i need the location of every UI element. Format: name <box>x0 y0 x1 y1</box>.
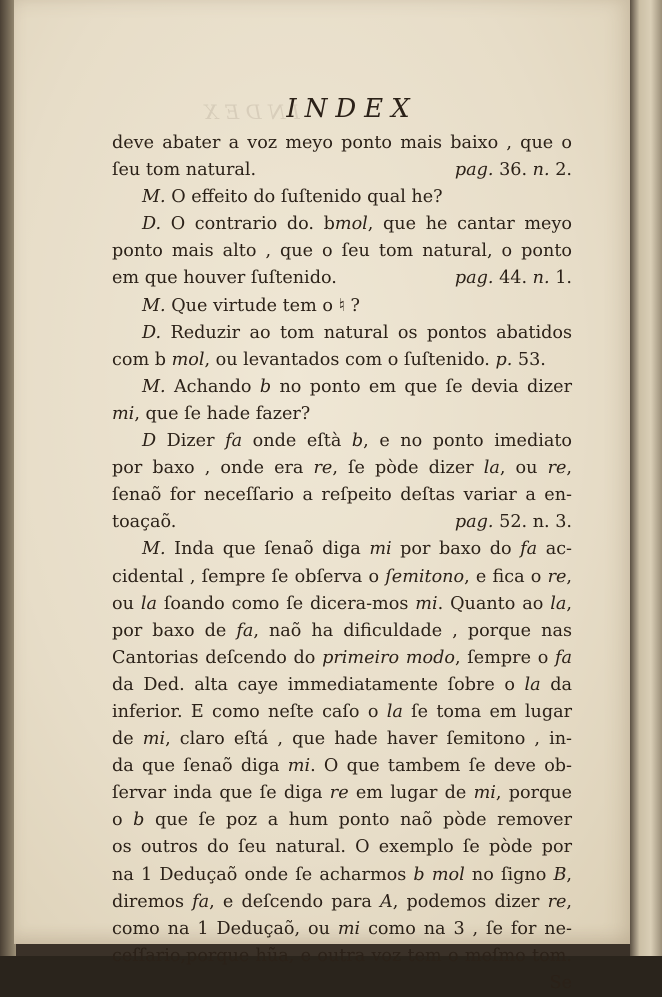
text-run: 44. <box>493 268 533 289</box>
text-run: , <box>566 566 572 587</box>
italic-text: mi <box>142 729 166 750</box>
italic-text: fa <box>236 620 254 641</box>
italic-text: b mol <box>413 864 465 885</box>
text-run: ſenaõ for neceſſario a reſpeito deſtas variar a en- <box>112 485 572 506</box>
text-line <box>112 374 572 401</box>
italic-text: b <box>259 376 272 397</box>
running-heading: INDEX <box>286 94 418 124</box>
italic-text: D. <box>142 322 162 343</box>
text-run: em lugar de <box>348 783 474 804</box>
italic-text: mi <box>337 918 361 939</box>
text-run: . O que tambem ſe deve ob- <box>310 756 572 777</box>
italic-text: la <box>386 701 403 722</box>
text-run: , ou <box>499 458 548 479</box>
italic-text: M. <box>142 187 166 208</box>
text-run: ſe toma em lugar <box>402 701 573 722</box>
text-run: , ou levantados com o ſuſtenido. <box>204 349 496 370</box>
italic-text: re <box>329 783 349 804</box>
italic-text: re <box>547 458 567 479</box>
italic-text: fa <box>225 431 243 452</box>
text-run: 53. <box>512 349 546 370</box>
line-text <box>112 509 176 536</box>
text-run: , e fica o <box>464 566 548 587</box>
line-text <box>112 157 256 184</box>
text-run: no ponto em que ſe devia dizer <box>271 376 572 397</box>
page-reference <box>455 157 572 184</box>
italic-text: primeiro modo <box>322 647 455 668</box>
italic-text: mol <box>334 214 368 235</box>
text-run: Dizer <box>156 431 226 452</box>
text-run: ſeu tom natural. <box>112 160 257 181</box>
text-run: , claro eſtá , que hade haver ſemitono , in- <box>165 729 572 750</box>
text-run: ſoando como ſe dicera-mos <box>156 593 416 614</box>
text-line <box>112 862 572 889</box>
text-line <box>112 591 572 618</box>
italic-text: A <box>380 891 393 912</box>
text-run: ac- <box>537 539 572 560</box>
text-run: . Quanto ao <box>437 593 551 614</box>
text-run: por baxo de <box>112 620 237 641</box>
text-run: ponto mais alto , que o ſeu tom natural, o ponto <box>112 241 572 262</box>
italic-text: B <box>553 864 567 885</box>
page-reference <box>455 265 572 292</box>
text-line <box>112 293 572 320</box>
italic-text: mi <box>287 756 311 777</box>
text-line <box>112 455 572 482</box>
text-run: que ſe poz a hum ponto naõ pòde remover <box>144 810 572 831</box>
text-line <box>112 265 572 292</box>
text-run: como na 1 Deduçaõ, ou <box>112 918 338 939</box>
italic-text: mol <box>171 349 205 370</box>
text-line <box>112 157 572 184</box>
text-line <box>112 536 572 563</box>
text-run: Cantorias deſcendo do <box>112 647 323 668</box>
text-run: , e deſcendo para <box>209 891 381 912</box>
text-run: no ſigno <box>464 864 554 885</box>
italic-text: pag. <box>454 160 494 181</box>
text-line <box>112 889 572 916</box>
italic-text: M. <box>142 295 166 316</box>
text-run: ? <box>344 295 360 316</box>
text-run: em que houver ſuſtenido. <box>112 268 337 289</box>
text-line <box>112 509 572 536</box>
page-reference <box>455 509 572 536</box>
line-text <box>112 265 337 292</box>
italic-text: mi <box>112 403 135 424</box>
text-run: , <box>566 864 573 885</box>
text-line <box>112 780 572 807</box>
italic-text: mi <box>369 539 392 560</box>
text-line <box>112 482 572 509</box>
text-run: cidental , ſempre ſe obſerva o <box>112 566 386 587</box>
text-run: toaçaõ. <box>112 512 177 533</box>
text-run: , porque <box>495 783 573 804</box>
text-run: , que ſe hade fazer? <box>134 403 311 424</box>
italic-text: la <box>524 674 541 695</box>
natural-sign-symbol: ♮ <box>338 295 345 316</box>
text-line <box>112 753 572 780</box>
italic-text: n. <box>532 160 550 181</box>
text-run: Inda que ſenaõ diga <box>165 539 370 560</box>
text-line <box>112 943 572 970</box>
text-line <box>112 672 572 699</box>
italic-text: fa <box>555 647 573 668</box>
italic-text: mi <box>473 783 496 804</box>
text-run: ceſſario,porque hũa, e outra voz tem o meſmo tom. <box>112 945 572 966</box>
text-line <box>112 130 572 157</box>
text-run: onde eſtà <box>242 431 352 452</box>
text-run: , ſe pòde dizer <box>332 458 484 479</box>
text-run: da Ded. alta caye immediatamente ſobre o <box>112 674 525 695</box>
text-line <box>112 238 572 265</box>
text-line <box>112 184 572 211</box>
italic-text: M. <box>142 539 166 560</box>
text-run: deve abater a voz meyo ponto mais baixo , que o <box>112 133 572 153</box>
italic-text: D. <box>142 214 162 235</box>
italic-text: re <box>547 891 567 912</box>
text-line <box>112 916 572 943</box>
italic-text: la <box>550 593 567 614</box>
text-run: os outros do ſeu natural. O exemplo ſe pòde por <box>112 837 572 858</box>
italic-text: pag. <box>454 512 494 533</box>
text-run: O contrario do. b <box>161 214 335 235</box>
text-run: Que virtude tem o <box>165 295 339 316</box>
text-run: como na 3 , ſe for ne- <box>360 918 572 939</box>
italic-text: fa <box>192 891 210 912</box>
italic-text: b <box>351 431 364 452</box>
page-text <box>112 92 572 997</box>
italic-text: p. <box>495 349 513 370</box>
text-run: 1. <box>549 268 572 289</box>
text-run: , que he cantar meyo <box>367 214 573 235</box>
text-line <box>112 699 572 726</box>
text-line <box>112 645 572 672</box>
text-run: da <box>540 674 572 695</box>
italic-text: re <box>547 566 567 587</box>
show-through-text: I N D E X <box>204 100 300 124</box>
italic-text: re <box>313 458 333 479</box>
text-run: o <box>112 810 134 831</box>
text-line <box>112 428 572 455</box>
text-run: inferior. E como neſte caſo o <box>112 701 387 722</box>
italic-text: ſemitono <box>385 566 465 587</box>
text-line <box>112 834 572 861</box>
text-run: Achando <box>165 376 260 397</box>
text-line <box>112 347 572 374</box>
text-run: da que ſenaõ diga <box>112 756 288 777</box>
text-run: 52. n. 3. <box>493 512 572 533</box>
text-run: 36. <box>493 160 533 181</box>
italic-text: mi <box>415 593 438 614</box>
text-line <box>112 320 572 347</box>
text-run: , ſempre o <box>455 647 555 668</box>
text-line <box>112 564 572 591</box>
catchword: Se <box>549 972 572 993</box>
text-run: , <box>566 593 572 614</box>
italic-text: la <box>483 458 500 479</box>
italic-text: fa <box>520 539 538 560</box>
text-run: por baxo , onde era <box>112 458 314 479</box>
text-run: de <box>112 729 143 750</box>
italic-text: n. <box>532 268 550 289</box>
text-line <box>112 401 572 428</box>
text-lines <box>112 130 572 970</box>
italic-text: D <box>142 431 157 452</box>
adjacent-leaf-edge <box>630 0 662 956</box>
text-run: 2. <box>549 160 572 181</box>
text-line <box>112 618 572 645</box>
text-run: Reduzir ao tom natural os pontos abatidos <box>161 322 572 343</box>
italic-text: la <box>140 593 157 614</box>
text-run: , <box>566 891 572 912</box>
italic-text: pag. <box>454 268 494 289</box>
text-line <box>112 211 572 238</box>
text-line <box>112 807 572 834</box>
text-run: O effeito do ſuſtenido qual he? <box>165 187 443 208</box>
text-run: ſervar inda que ſe diga <box>112 783 330 804</box>
text-run: diremos <box>112 891 193 912</box>
italic-text: M. <box>142 376 166 397</box>
text-run: com b <box>112 349 172 370</box>
text-run: , podemos dizer <box>392 891 548 912</box>
text-line <box>112 726 572 753</box>
text-run: , <box>566 458 573 479</box>
text-run: ou <box>112 593 141 614</box>
text-run: , naõ ha dificuldade , porque nas <box>253 620 572 641</box>
text-run: por baxo do <box>391 539 521 560</box>
italic-text: b <box>133 810 145 831</box>
text-run: , e no ponto imediato <box>363 431 572 452</box>
text-run: na 1 Deduçaõ onde ſe acharmos <box>112 864 414 885</box>
